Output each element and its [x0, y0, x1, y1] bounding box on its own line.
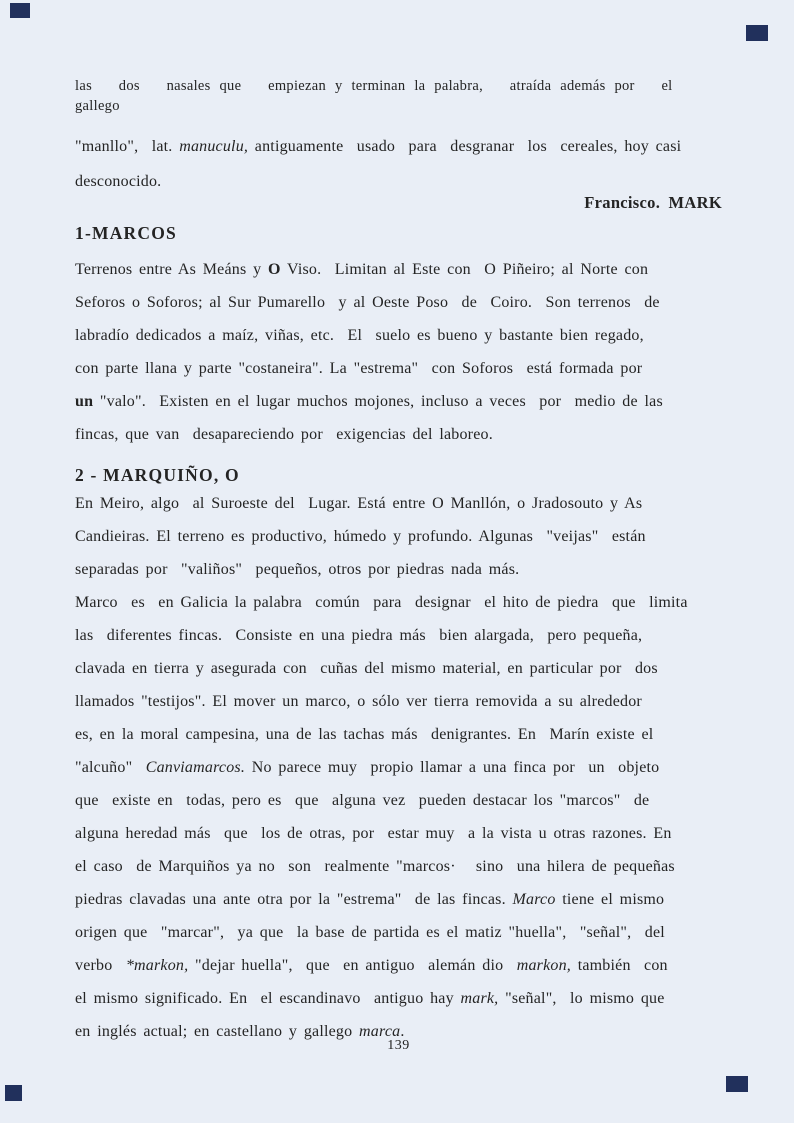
text-line: labradío dedicados a maíz, viñas, etc. El suelo es bueno y bastante bien regado, [75, 327, 644, 344]
text-line: las diferentes fincas. Consiste en una piedra más bien alargada, pero pequeña, [75, 627, 643, 644]
text-line: verbo *markon, "dejar huella", que en antiguo alemán dio markon, también con [75, 957, 668, 974]
text-line: separadas por "valiños" pequeños, otros por piedras nada más. [75, 561, 520, 578]
text-line: es, en la moral campesina, una de las tachas más denigrantes. En Marín existe el [75, 726, 654, 743]
emphasized-text: Marco [512, 891, 556, 908]
text-line: con parte llana y parte "costaneira". La "estrema" con Soforos está formada por [75, 360, 643, 377]
text-line: "manllo", lat. manuculu, antiguamente usado para desgranar los cereales, hoy casi [75, 138, 682, 155]
text-line: En Meiro, algo al Suroeste del Lugar. Está entre O Manllón, o Jradosouto y As [75, 495, 643, 512]
emphasized-text: marca [359, 1023, 401, 1040]
text-line: alguna heredad más que los de otras, por estar muy a la vista u otras razones. En [75, 825, 672, 842]
author-signature: Francisco. MARK [584, 193, 722, 212]
text-line: las dos nasales que empiezan y terminan la palabra, atraída además por el [75, 78, 673, 94]
text-line: "alcuño" Canviamarcos. No parece muy propio llamar a una finca por un objeto [75, 759, 660, 776]
section-marcos-paragraph [75, 253, 722, 451]
text-line: clavada en tierra y asegurada con cuñas del mismo material, en particular por dos [75, 660, 658, 677]
page-number: 139 [387, 1038, 410, 1053]
section-heading-marcos: 1-MARCOS [75, 223, 177, 243]
scan-corner-mark-bottom-right [726, 1076, 748, 1092]
text-line: desconocido. [75, 173, 162, 190]
text-line: piedras clavadas una ante otra por la "estrema" de las fincas. Marco tiene el mismo [75, 891, 665, 908]
emphasized-text: un [75, 393, 94, 410]
section-heading-marquino: 2 - MARQUIÑO, O [75, 465, 240, 485]
text-line: el mismo significado. En el escandinavo antiguo hay mark, "señal", lo mismo que [75, 990, 665, 1007]
text-line: llamados "testijos". El mover un marco, o sólo ver tierra removida a su alrededor [75, 693, 642, 710]
emphasized-text: manuculu, [179, 138, 249, 155]
text-line: origen que "marcar", ya que la base de partida es el matiz "huella", "señal", del [75, 924, 665, 941]
intro-paragraph [75, 76, 722, 116]
emphasized-text: Canviamarcos. [145, 759, 246, 776]
emphasized-text: mark, [460, 990, 499, 1007]
emphasized-text: markon, [516, 957, 571, 974]
scan-corner-mark-top-left [10, 3, 30, 18]
section-marquino-paragraph-2 [75, 586, 722, 1048]
emphasized-text: O [267, 261, 281, 278]
text-line: que existe en todas, pero es que alguna vez pueden destacar los "marcos" de [75, 792, 650, 809]
manllo-paragraph [75, 129, 722, 199]
section-marquino-paragraph-1 [75, 487, 722, 586]
text-line: gallego [75, 98, 120, 114]
text-line: el caso de Marquiños ya no son realmente "marcos· sino una hilera de pequeñas [75, 858, 675, 875]
scan-corner-mark-top-right [746, 25, 768, 41]
text-line: Marco es en Galicia la palabra común para designar el hito de piedra que limita [75, 594, 688, 611]
emphasized-text: *markon, [125, 957, 189, 974]
text-line: un "valo". Existen en el lugar muchos mojones, incluso a veces por medio de las [75, 393, 663, 410]
text-line: en inglés actual; en castellano y gallego marca. [75, 1023, 405, 1040]
scan-corner-mark-bottom-left [5, 1085, 22, 1101]
text-line: fincas, que van desapareciendo por exigencias del laboreo. [75, 426, 493, 443]
text-line: Seforos o Soforos; al Sur Pumarello y al Oeste Poso de Coiro. Son terrenos de [75, 294, 660, 311]
text-line: Terrenos entre As Meáns y O Viso. Limitan al Este con O Piñeiro; al Norte con [75, 261, 649, 278]
text-line: Candieiras. El terreno es productivo, húmedo y profundo. Algunas "veijas" están [75, 528, 646, 545]
